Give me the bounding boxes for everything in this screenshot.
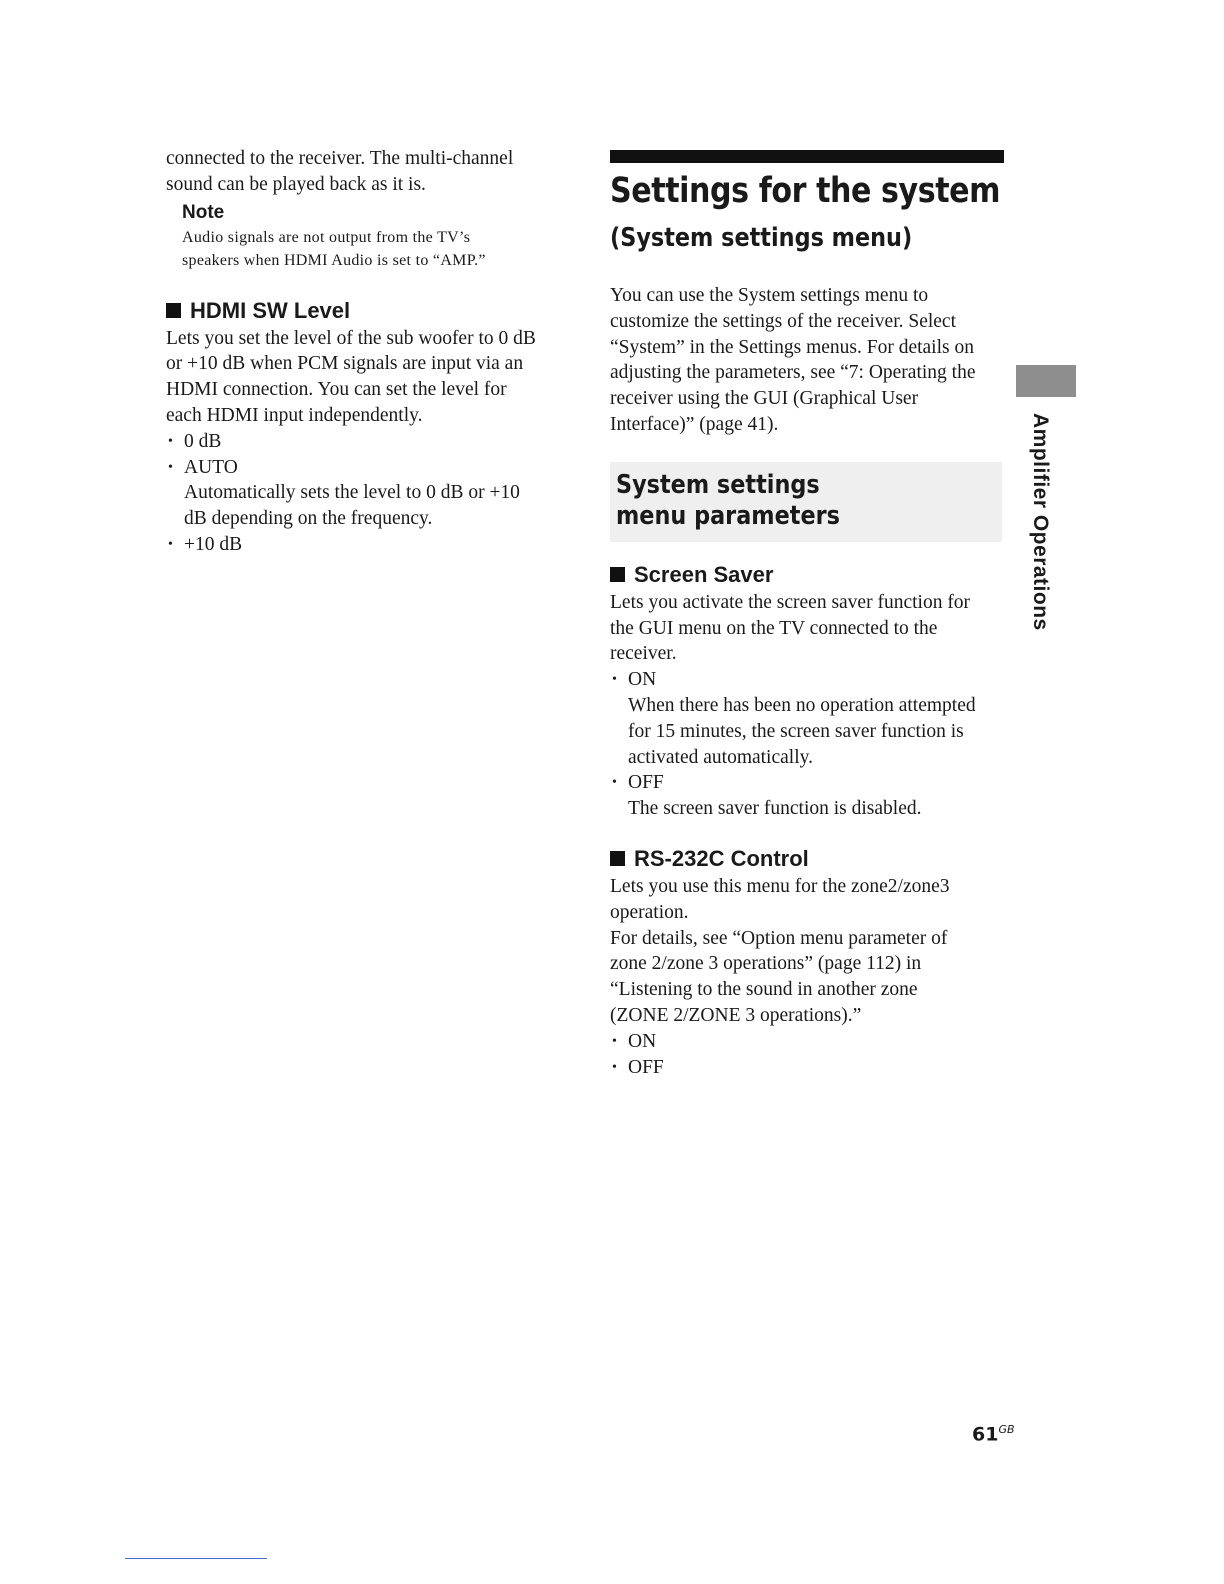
- option-item: • +10 dB: [166, 532, 566, 558]
- option-item: • ON: [610, 667, 1010, 693]
- rs232c-control-heading: RS-232C Control: [610, 846, 1010, 872]
- chapter-tab-label: Amplifier Operations: [1029, 413, 1052, 631]
- left-column: [166, 146, 566, 558]
- option-item: • OFF: [610, 1055, 1010, 1081]
- screen-saver-options: [610, 667, 1010, 693]
- hdmi-sw-level-options: [166, 429, 566, 481]
- square-bullet-icon: [610, 851, 625, 866]
- note-text: Audio signals are not output from the TV’s speakers when HDMI Audio is set to “AMP.”: [182, 228, 486, 269]
- rs232c-control-description: Lets you use this menu for the zone2/zone3 operation. For details, see “Option menu parameter of zone 2/zone 3 operations” (page 112) in “Listening to the sound in another zone (ZONE 2/ZONE 3 operations).”: [610, 875, 950, 1026]
- screen-saver-options-cont: [610, 770, 1010, 796]
- page-number: $61^{GB}$: [972, 1423, 1015, 1446]
- hdmi-sw-level-heading: HDMI SW Level: [166, 298, 566, 324]
- chapter-tab-marker: [1016, 365, 1076, 397]
- screen-saver-description: Lets you activate the screen saver function for the GUI menu on the TV connected to the receiver.: [610, 591, 971, 665]
- hdmi-sw-level-description: Lets you set the level of the sub woofer to 0 dB or +10 dB when PCM signals are input via an HDMI connection. You can set the level for each HDMI input independently.: [166, 327, 536, 426]
- title-rule: [610, 150, 1004, 163]
- intro-text: You can use the System settings menu to customize the settings of the receiver. Select “System” in the Settings menus. For details on adjusting the parameters, see “7: Operating the receiver using the GUI (Graphical User Interface)” (page 41).: [610, 285, 976, 435]
- screen-saver-heading: Screen Saver: [610, 562, 1010, 588]
- square-bullet-icon: [166, 303, 181, 318]
- hdmi-sw-level-options-cont: [166, 532, 566, 558]
- rs232c-control-options: [610, 1029, 1010, 1081]
- section-banner: [610, 462, 1002, 542]
- right-column: [610, 150, 1010, 1080]
- option-description: Automatically sets the level to 0 dB or +10 dB depending on the frequency.: [184, 482, 520, 530]
- option-description: When there has been no operation attempted for 15 minutes, the screen saver function is activated automatically.: [628, 694, 976, 768]
- page-title: Settings for the system: [610, 171, 1001, 211]
- section-banner-title: System settings menu parameters: [616, 469, 840, 531]
- option-item: • ON: [610, 1029, 1010, 1055]
- option-item: • OFF: [610, 770, 1010, 796]
- option-description: The screen saver function is disabled.: [628, 798, 922, 820]
- option-item: • AUTO: [166, 455, 566, 481]
- option-item: • 0 dB: [166, 429, 566, 455]
- bottom-rule: [125, 1558, 267, 1559]
- page-subtitle: (System settings menu): [610, 223, 913, 253]
- note-title: Note: [182, 201, 225, 223]
- continued-text: connected to the receiver. The multi-channel sound can be played back as it is.: [166, 148, 514, 195]
- square-bullet-icon: [610, 567, 625, 582]
